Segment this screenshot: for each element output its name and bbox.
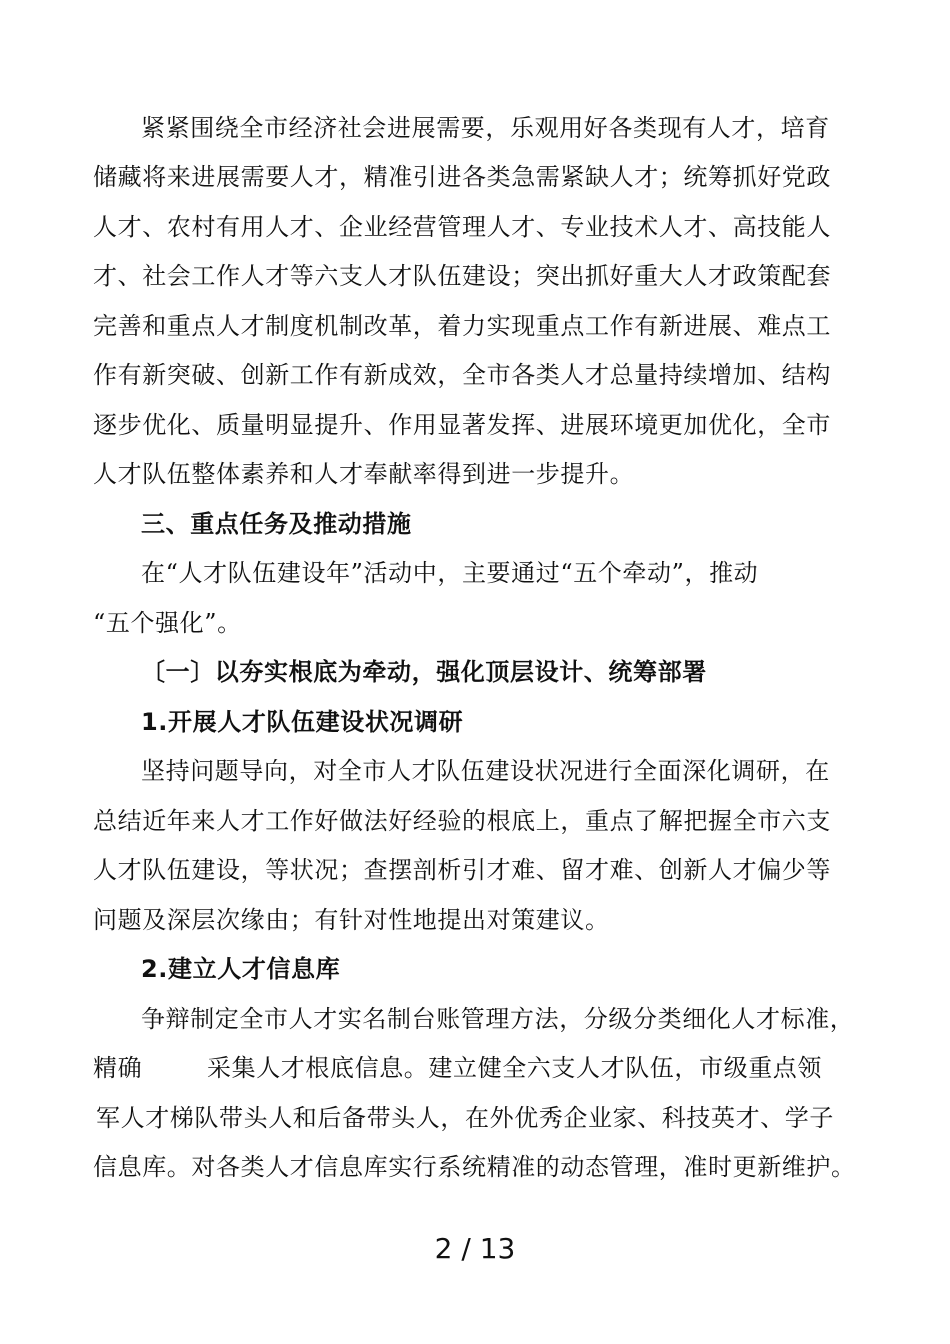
paragraph-1-line-2: 储藏将来进展需要人才，精准引进各类急需紧缺人才；统筹抓好党政 [93,163,831,191]
paragraph-4-line-4: 信息库。对各类人才信息库实行系统精准的动态管理，准时更新维护。 [93,1153,856,1181]
paragraph-1-line-1: 紧紧围绕全市经济社会进展需要，乐观用好各类现有人才，培育 [141,114,830,142]
subsection-heading-1: 〔一〕以夯实根底为牵动，强化顶层设计、统筹部署 [141,658,707,686]
paragraph-1-line-8: 人才队伍整体素养和人才奉献率得到进一步提升。 [93,460,635,488]
paragraph-4-line-2-rest: 采集人才根底信息。建立健全六支人才队伍，市级重点领 [207,1054,822,1082]
paragraph-4-line-1: 争辩制定全市人才实名制台账管理方法，分级分类细化人才标准， [141,1005,855,1033]
paragraph-1-line-7: 逐步优化、质量明显提升、作用显著发挥、进展环境更加优化，全市 [93,411,831,439]
paragraph-1-line-6: 作有新突破、创新工作有新成效，全市各类人才总量持续增加、结构 [93,361,831,389]
paragraph-4-line-3: 军人才梯队带头人和后备带头人，在外优秀企业家、科技英才、学子 [96,1104,834,1132]
paragraph-1-line-5: 完善和重点人才制度机制改革，着力实现重点工作有新进展、难点工 [93,312,831,340]
page-number: 2 / 13 [434,1232,516,1265]
paragraph-2-line-1: 在“人才队伍建设年”活动中，主要通过“五个牵动”，推动 [141,559,759,587]
paragraph-1-line-3: 人才、农村有用人才、企业经营管理人才、专业技术人才、高技能人 [93,213,831,241]
section-heading-3: 三、重点任务及推动措施 [141,510,412,538]
item-heading-1: 1.开展人才队伍建设状况调研 [141,708,464,736]
paragraph-3-line-2: 总结近年来人才工作好做法好经验的根底上，重点了解把握全市六支 [93,807,831,835]
paragraph-3-line-1: 坚持问题导向，对全市人才队伍建设状况进行全面深化调研，在 [141,757,830,785]
paragraph-2-line-2: “五个强化”。 [93,609,242,637]
item-heading-2: 2.建立人才信息库 [141,955,341,983]
paragraph-3-line-4: 问题及深层次缘由；有针对性地提出对策建议。 [93,906,610,934]
paragraph-3-line-3: 人才队伍建设，等状况；查摆剖析引才难、留才难、创新人才偏少等 [93,856,831,884]
paragraph-4-line-2-start: 精确 [93,1054,143,1082]
paragraph-1-line-4: 才、社会工作人才等六支人才队伍建设；突出抓好重大人才政策配套 [93,262,831,290]
